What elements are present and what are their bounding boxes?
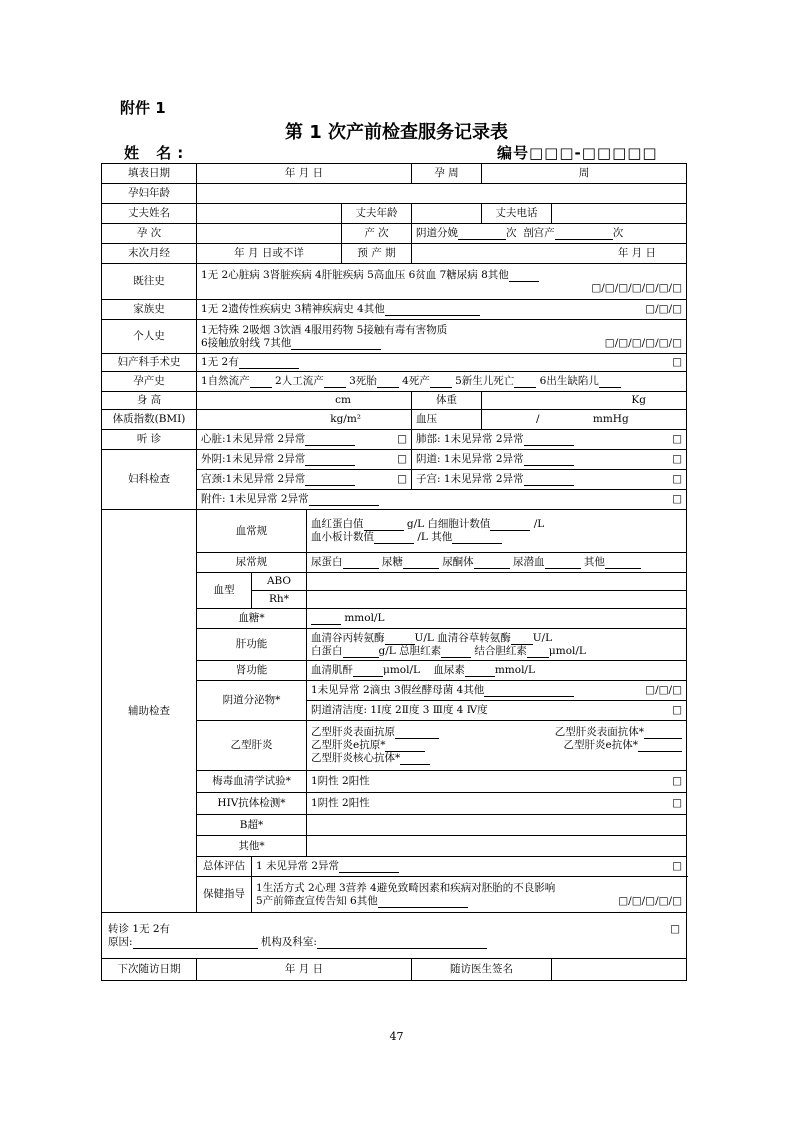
referral-checkbox[interactable]: □ (670, 922, 680, 935)
urine-ketone-label: 尿酮体 (442, 556, 474, 568)
personal-history-label: 个人史 (102, 320, 197, 354)
weight-field[interactable]: Kg (482, 392, 687, 410)
cervix-text: 宫颈:1未见异常 2异常 (201, 473, 306, 485)
vagina-checkbox[interactable]: □ (672, 453, 682, 465)
next-visit-label: 下次随访日期 (102, 959, 197, 981)
urine-protein-label: 尿蛋白 (311, 556, 343, 568)
page-number: 47 (389, 1030, 404, 1043)
vulva-field[interactable] (197, 450, 412, 470)
husband-age-label: 丈夫年龄 (342, 204, 412, 224)
plt-unit: /L (417, 531, 428, 543)
name-label: 姓 名: (124, 144, 190, 162)
cervix-checkbox[interactable]: □ (397, 473, 407, 485)
auscultation-label: 听 诊 (102, 430, 197, 450)
urine-sugar-label: 尿糖 (381, 556, 403, 568)
age-label: 孕妇年龄 (102, 184, 197, 204)
rh-field[interactable] (307, 591, 687, 609)
abo-label: ABO (252, 573, 307, 591)
scr-label: 血清肌酐 (311, 664, 353, 676)
height-label: 身 高 (102, 392, 197, 410)
blood-routine-label: 血常规 (197, 510, 307, 553)
ob-natural-abortion: 1自然流产 (201, 375, 250, 387)
ob-stillbirth: 3死胎 (349, 375, 377, 387)
cleanliness-text: 阴道清洁度: 1Ⅰ度 2Ⅱ度 3 Ⅲ度 4 Ⅳ度 (311, 704, 488, 716)
weight-label: 体重 (412, 392, 482, 410)
overall-field[interactable] (252, 857, 687, 877)
cleanliness-field[interactable] (307, 701, 687, 721)
next-visit-field[interactable]: 年 月 日 (197, 959, 412, 981)
hbsab-label: 乙型肝炎表面抗体* (554, 726, 644, 738)
vaginal-label: 阴道分娩 (416, 227, 458, 239)
lung-checkbox[interactable]: □ (672, 433, 682, 445)
bus-label: B超* (197, 815, 307, 836)
hb-label: 血红蛋白值 (311, 518, 364, 530)
gravida-field[interactable] (197, 224, 342, 244)
hbsag-label: 乙型肝炎表面抗原 (311, 726, 395, 738)
past-history-label: 既往史 (102, 264, 197, 300)
bun-label: 血尿素 (433, 664, 465, 676)
aux-exam-label: 辅助检查 (102, 510, 197, 913)
hbcab-label: 乙型肝炎核心抗体* (311, 752, 401, 764)
lmp-label: 末次月经 (102, 244, 197, 264)
record-form (101, 163, 687, 981)
guidance-options-2: 5产前筛查宣传告知 6其他 (256, 894, 378, 907)
alb-label: 白蛋白 (311, 644, 343, 657)
overall-options: 1 未见异常 2异常 (256, 860, 340, 872)
overall-label: 总体评估 (197, 857, 252, 877)
dbil-label: 结合胆红素 (474, 644, 527, 657)
plt-label: 血小板计数值 (311, 531, 374, 543)
hepb-field[interactable] (307, 721, 687, 771)
alb-unit: g/L (378, 644, 396, 657)
urine-other-label: 其他 (583, 556, 605, 568)
reason-label: 原因: (108, 935, 133, 948)
doctor-label: 随访医生签名 (412, 959, 552, 981)
times-label: 次 (506, 227, 517, 239)
ob-dead-birth: 4死产 (402, 375, 430, 387)
husband-name-field[interactable] (197, 204, 342, 224)
syphilis-label: 梅毒血清学试验* (197, 771, 307, 793)
scr-unit: μmol/L (383, 664, 420, 676)
kidney-field[interactable] (307, 661, 687, 681)
kidney-label: 肾功能 (197, 661, 307, 681)
syphilis-checkbox[interactable]: □ (672, 775, 682, 787)
abo-field[interactable] (307, 573, 687, 591)
bp-field[interactable] (482, 410, 687, 430)
bmi-field[interactable]: kg/m² (197, 410, 412, 430)
referral-text: 转诊 1无 2有 (108, 922, 171, 935)
syphilis-field[interactable] (307, 771, 687, 793)
hbeab-label: 乙型肝炎e抗体* (563, 739, 638, 751)
personal-history-field[interactable] (197, 320, 687, 354)
hbeag-label: 乙型肝炎e抗原* (311, 739, 386, 751)
liver-label: 肝功能 (197, 629, 307, 661)
gyn-exam-label: 妇科检查 (102, 450, 197, 510)
cleanliness-checkbox[interactable]: □ (672, 704, 682, 716)
blood-routine-field[interactable] (307, 510, 687, 553)
surgery-options: 1无 2有 (201, 356, 239, 368)
ob-history-field[interactable] (197, 372, 687, 392)
heart-checkbox[interactable]: □ (397, 433, 407, 445)
heart-field[interactable] (197, 430, 412, 450)
family-options: 1无 2遗传性疾病史 3精神疾病史 4其他 (201, 303, 385, 315)
glucose-unit: mmol/L (344, 612, 385, 624)
wbc-unit: /L (533, 518, 545, 530)
surgery-history-label: 妇产科手术史 (102, 354, 197, 372)
hb-unit: g/L (406, 518, 425, 530)
family-checkboxes[interactable]: □/□/□ (645, 303, 682, 315)
glucose-label: 血糖* (197, 609, 307, 629)
vaginal-secretion-field[interactable] (307, 681, 687, 701)
lung-field[interactable] (412, 430, 687, 450)
personal-checkboxes[interactable]: □/□/□/□/□/□ (604, 336, 682, 349)
husband-phone-label: 丈夫电话 (482, 204, 552, 224)
guidance-label: 保健指导 (197, 877, 252, 913)
blood-type-label: 血型 (197, 573, 252, 609)
family-history-field[interactable] (197, 300, 687, 320)
cesarean-label: 剖宫产 (523, 227, 555, 239)
ast-label: 血清谷草转氨酶 (437, 631, 511, 644)
past-checkboxes[interactable]: □/□/□/□/□/□/□ (591, 281, 682, 294)
ast-unit: U/L (532, 631, 553, 644)
surgery-checkbox[interactable]: □ (672, 356, 682, 368)
past-options: 1无 2心脏病 3肾脏疾病 4肝脏疾病 5高血压 6贫血 7糖尿病 8其他 (201, 268, 509, 281)
institution-label: 机构及科室: (260, 935, 317, 948)
hepb-label: 乙型肝炎 (197, 721, 307, 771)
hiv-checkbox[interactable]: □ (672, 797, 682, 809)
vulva-text: 外阴:1未见异常 2异常 (201, 453, 306, 465)
bil-unit: μmol/L (548, 644, 586, 657)
vaginal-secretion-options: 1未见异常 2滴虫 3假丝酵母菌 4其他 (311, 684, 485, 696)
uterus-field[interactable] (412, 470, 687, 490)
rh-label: Rh* (252, 591, 307, 609)
code-label: 编号□□□-□□□□□ (497, 144, 658, 162)
bmi-label: 体质指数(BMI) (102, 410, 197, 430)
referral-field[interactable] (102, 913, 687, 959)
gravida-label: 孕 次 (102, 224, 197, 244)
adnexa-text: 附件: 1未见异常 2异常 (201, 493, 309, 505)
glucose-field[interactable] (307, 609, 687, 629)
bun-unit: mmol/L (494, 664, 535, 676)
husband-phone-field[interactable] (552, 204, 687, 224)
liver-field[interactable] (307, 629, 687, 661)
overall-checkbox[interactable]: □ (672, 860, 682, 872)
husband-name-label: 丈夫姓名 (102, 204, 197, 224)
vagina-field[interactable] (412, 450, 687, 470)
edd-label: 预 产 期 (342, 244, 412, 264)
urine-blood-label: 尿潜血 (513, 556, 545, 568)
hiv-options: 1阴性 2阳性 (311, 797, 370, 809)
bp-label: 血压 (412, 410, 482, 430)
personal-options-2: 6接触放射线 7其他 (201, 336, 292, 349)
bp-unit: mmHg (592, 413, 629, 425)
uterus-text: 子宫: 1未见异常 2异常 (416, 473, 524, 485)
family-history-label: 家族史 (102, 300, 197, 320)
times-label-2: 次 (612, 227, 624, 239)
doctor-field[interactable] (552, 959, 687, 981)
cervix-field[interactable] (197, 470, 412, 490)
bp-slash: / (536, 413, 540, 425)
age-field[interactable] (197, 184, 687, 204)
others-field[interactable] (307, 836, 687, 857)
fill-date-label: 填表日期 (102, 164, 197, 184)
vagina-text: 阴道: 1未见异常 2异常 (416, 453, 524, 465)
uterus-checkbox[interactable]: □ (672, 473, 682, 485)
parity-label: 产 次 (342, 224, 412, 244)
tbil-label: 总胆红素 (399, 644, 442, 657)
attachment-label: 附件 1 (120, 99, 166, 117)
guidance-checkboxes[interactable]: □/□/□/□/□ (618, 894, 682, 907)
lung-text: 肺部: 1未见异常 2异常 (416, 433, 524, 445)
ob-induced-abortion: 2人工流产 (275, 375, 324, 387)
husband-age-field[interactable] (412, 204, 482, 224)
blood-other-label: 其他 (431, 531, 453, 543)
gest-week-field[interactable]: 周 (482, 164, 687, 184)
ob-history-label: 孕产史 (102, 372, 197, 392)
page-title: 第 1 次产前检查服务记录表 (284, 122, 509, 143)
delivery-field[interactable] (412, 224, 687, 244)
vulva-checkbox[interactable]: □ (397, 453, 407, 465)
syphilis-options: 1阴性 2阳性 (311, 775, 370, 787)
past-history-field[interactable] (197, 264, 687, 300)
adnexa-checkbox[interactable]: □ (672, 493, 682, 505)
hiv-label: HIV抗体检测* (197, 793, 307, 815)
gest-week-label: 孕 周 (412, 164, 482, 184)
surgery-history-field[interactable] (197, 354, 687, 372)
guidance-field[interactable] (252, 877, 687, 913)
vaginal-secretion-label: 阴道分泌物* (197, 681, 307, 721)
edd-field[interactable]: 年 月 日 (412, 244, 687, 264)
lmp-field[interactable]: 年 月 日或不详 (197, 244, 342, 264)
vaginal-secretion-checkboxes[interactable]: □/□/□ (645, 684, 682, 696)
height-field[interactable]: cm (197, 392, 412, 410)
ob-birth-defect: 6出生缺陷儿 (539, 375, 599, 387)
others-label: 其他* (197, 836, 307, 857)
fill-date-field[interactable]: 年 月 日 (197, 164, 412, 184)
guidance-options-1: 1生活方式 2心理 3营养 4避免致畸因素和疾病对胚胎的不良影响 (256, 881, 556, 894)
alt-unit: U/L (414, 631, 434, 644)
wbc-label: 白细胞计数值 (427, 518, 491, 530)
bus-field[interactable] (307, 815, 687, 836)
alt-label: 血清谷丙转氨酶 (311, 631, 385, 644)
hiv-field[interactable] (307, 793, 687, 815)
adnexa-field[interactable] (197, 490, 687, 510)
ob-neonatal-death: 5新生儿死亡 (455, 375, 515, 387)
personal-options-1: 1无特殊 2吸烟 3饮酒 4服用药物 5接触有毒有害物质 (201, 323, 448, 336)
urine-routine-label: 尿常规 (197, 553, 307, 573)
urine-routine-field[interactable] (307, 553, 687, 573)
heart-text: 心脏:1未见异常 2异常 (201, 433, 306, 445)
